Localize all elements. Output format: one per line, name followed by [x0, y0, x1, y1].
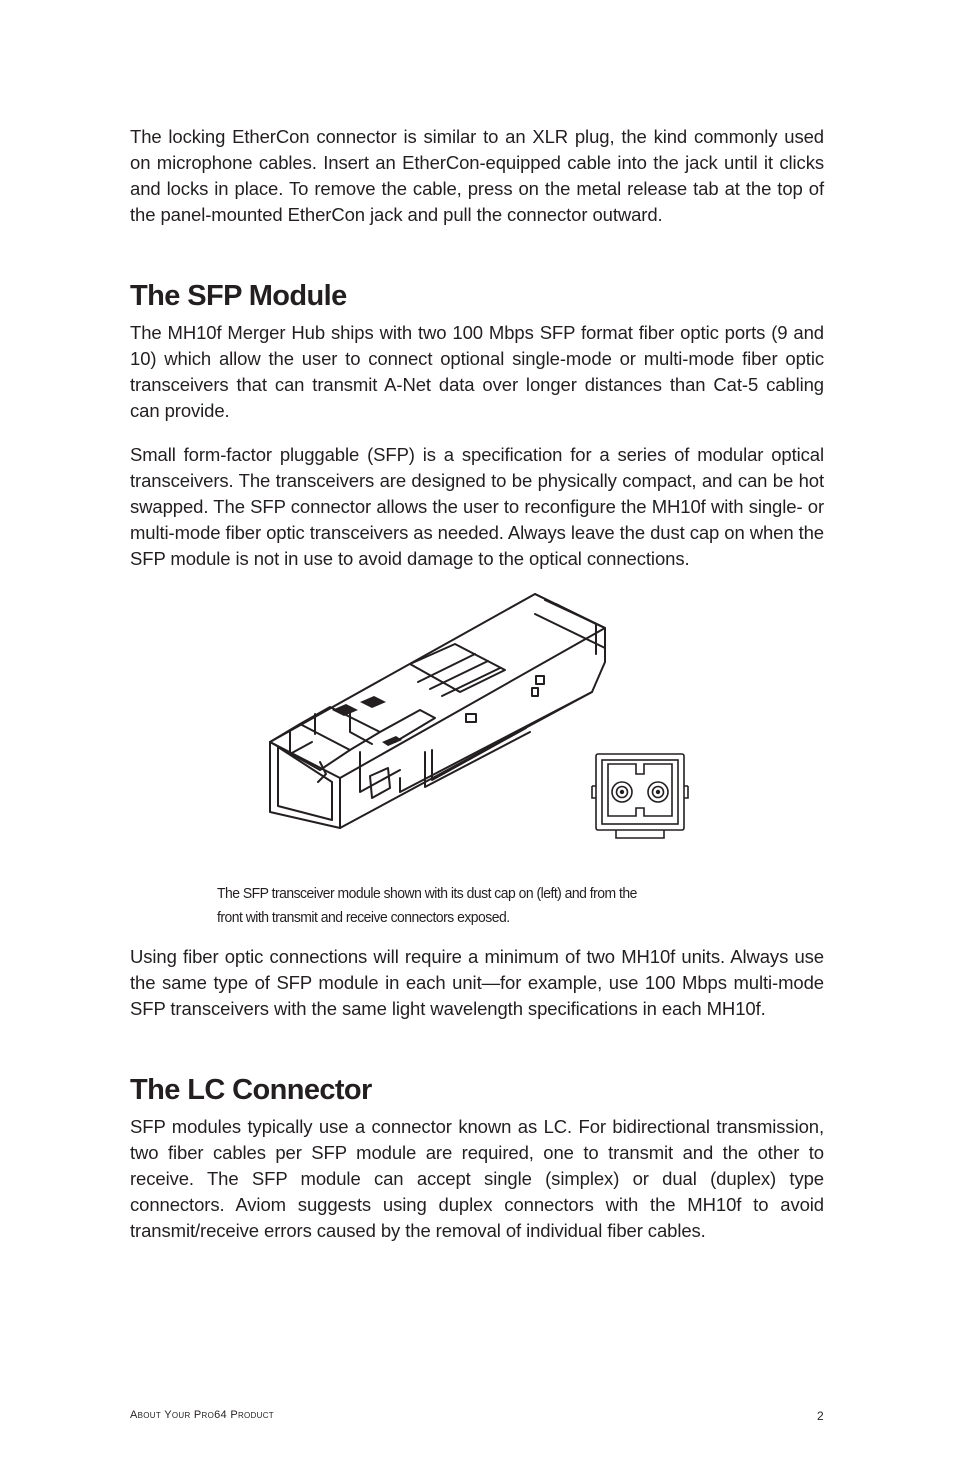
- page-content: [130, 124, 824, 1244]
- figure-caption-line-2: front with transmit and receive connectors exposed.: [217, 909, 510, 926]
- fiber-optic-paragraph: Using fiber optic connections will require a minimum of two MH10f units. Always use the same type of SFP module in each unit—for example, use 100 Mbps multi-mode SFP transceivers with the same light wavelength specifications in each MH10f.: [130, 946, 824, 1019]
- ethercon-paragraph: The locking EtherCon connector is similar to an XLR plug, the kind commonly used on microphone cables. Insert an EtherCon-equipped cable into the jack until it clicks and locks in place. To remove the cable, press on the metal release tab at the top of the panel-mounted EtherCon jack and pull the connector outward.: [130, 126, 824, 225]
- running-title: About Your Pro64 Product: [130, 1409, 274, 1421]
- lc-duplex-front-view: [590, 750, 700, 850]
- sfp-figure: [130, 592, 824, 926]
- lc-paragraph: SFP modules typically use a connector known as LC. For bidirectional transmission, two fiber cables per SFP module are required, one to transmit and the other to receive. The SFP module can accept single (simplex) or dual (duplex) type connectors. Aviom suggests using duplex connectors with the MH10f to avoid transmit/receive errors caused by the removal of individual fiber cables.: [130, 1116, 824, 1241]
- sfp-paragraph-1: The MH10f Merger Hub ships with two 100 Mbps SFP format fiber optic ports (9 and 10) which allow the user to connect optional single-mode or multi-mode fiber optic transceivers that can transmit A-Net data over longer distances than Cat-5 cabling can provide.: [130, 322, 824, 421]
- sfp-paragraph-2: Small form-factor pluggable (SFP) is a specification for a series of modular optical transceivers. The transceivers are designed to be physically compact, and can be hot swapped. The SFP connector allows the user to reconfigure the MH10f with single- or multi-mode fiber optic transceivers as needed. Always leave the dust cap on when the SFP module is not in use to avoid damage to the optical connections.: [130, 444, 824, 569]
- page-number: 2: [817, 1409, 824, 1423]
- sfp-module-heading: The SFP Module: [130, 280, 347, 312]
- lc-connector-heading: The LC Connector: [130, 1074, 372, 1106]
- figure-caption: [217, 882, 701, 930]
- figure-caption-line-1: The SFP transceiver module shown with its dust cap on (left) and from the: [217, 885, 637, 902]
